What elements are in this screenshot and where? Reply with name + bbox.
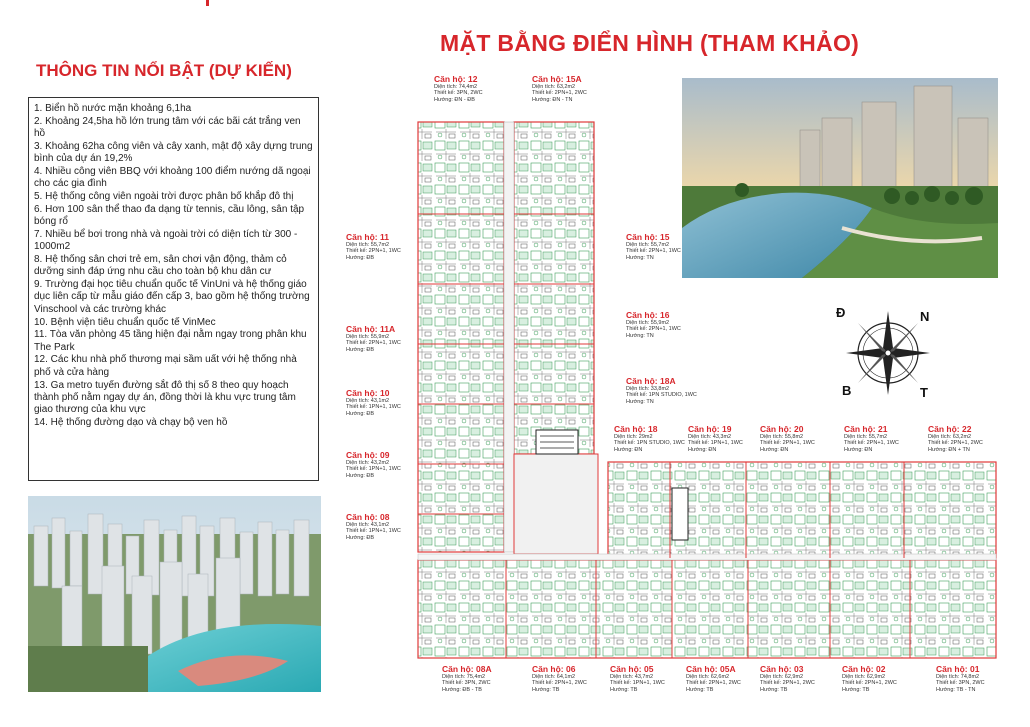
apartment-label: Căn hộ: 15 Diện tích: 55,7m2 Thiết kế: 2PN+1, 1WC Hướng: TN <box>626 232 681 261</box>
compass-label-n: N <box>920 309 930 324</box>
highlight-info-box <box>28 97 319 481</box>
info-item: 10. Bệnh viện tiêu chuẩn quốc tế VinMec <box>34 316 216 328</box>
compass-rose <box>836 303 940 403</box>
info-item: 7. Nhiều bể bơi trong nhà và ngoài trời có diện tích từ 300 - 1000m2 <box>34 228 298 253</box>
info-item: 4. Nhiều công viên BBQ với khoảng 100 điểm nướng dã ngoại cho các gia đình <box>34 165 311 190</box>
apartment-label: Căn hộ: 05A Diện tích: 62,6m2 Thiết kế: 2PN+1, 2WC Hướng: TB <box>686 664 741 693</box>
apartment-label: Căn hộ: 11A Diện tích: 55,9m2 Thiết kế: 2PN+1, 1WC Hướng: ĐB <box>346 324 401 353</box>
info-item: 8. Hệ thống sân chơi trẻ em, sân chơi vận động, thảm cỏ dưỡng sinh đáp ứng nhu cầu cho toàn bộ khu dân cư <box>34 254 287 278</box>
apartment-label: Căn hộ: 01 Diện tích: 74,8m2 Thiết kế: 3PN, 2WC Hướng: TB - TN <box>936 664 985 693</box>
compass-label-b: B <box>842 383 852 398</box>
apartment-label: Căn hộ: 08 Diện tích: 43,1m2 Thiết kế: 1PN+1, 1WC Hướng: ĐB <box>346 512 401 541</box>
info-item: 2. Khoảng 24,5ha hồ lớn trung tâm với các bãi cát trắng ven hồ <box>34 115 301 140</box>
apartment-label: Căn hộ: 09 Diện tích: 43,2m2 Thiết kế: 1PN+1, 1WC Hướng: ĐB <box>346 450 401 479</box>
info-item: 3. Khoảng 62ha công viên và cây xanh, mật độ xây dựng trung bình của dự án 19,2% <box>34 140 313 165</box>
compass-label-t: T <box>920 385 928 400</box>
aerial-city-photo <box>28 496 321 692</box>
apartment-label: Căn hộ: 21 Diện tích: 55,7m2 Thiết kế: 2PN+1, 1WC Hướng: ĐN <box>844 424 899 453</box>
apartment-label: Căn hộ: 20 Diện tích: 55,8m2 Thiết kế: 2PN+1, 1WC Hướng: ĐN <box>760 424 815 453</box>
apartment-label: Căn hộ: 03 Diện tích: 62,9m2 Thiết kế: 2PN+1, 2WC Hướng: TB <box>760 664 815 693</box>
top-red-mark <box>206 0 209 6</box>
apartment-label: Căn hộ: 12 Diện tích: 74,4m2 Thiết kế: 3PN, 2WC Hướng: ĐN - ĐB <box>434 74 483 103</box>
apartment-label: Căn hộ: 19 Diện tích: 43,3m2 Thiết kế: 1PN+1, 1WC Hướng: ĐN <box>688 424 743 453</box>
info-item: 1. Biển hồ nước mặn khoảng 6,1ha <box>34 103 192 114</box>
apartment-label: Căn hộ: 16 Diện tích: 55,9m2 Thiết kế: 2PN+1, 1WC Hướng: TN <box>626 310 681 339</box>
apartment-label: Căn hộ: 18 Diện tích: 29m2 Thiết kế: 1PN STUDIO, 1WC Hướng: ĐN <box>614 424 685 453</box>
apartment-label: Căn hộ: 11 Diện tích: 55,7m2 Thiết kế: 2PN+1, 1WC Hướng: ĐB <box>346 232 401 261</box>
apartment-label: Căn hộ: 10 Diện tích: 43,1m2 Thiết kế: 1PN+1, 1WC Hướng: ĐB <box>346 388 401 417</box>
compass-label-d: Đ <box>836 305 846 320</box>
apartment-label: Căn hộ: 15A Diện tích: 63,2m2 Thiết kế: 2PN+1, 2WC Hướng: ĐN - TN <box>532 74 587 103</box>
info-item: 6. Hơn 100 sân thể thao đa dạng từ tennis, cầu lông, sân tập bóng rổ <box>34 203 305 228</box>
page-title: MẶT BẰNG ĐIỂN HÌNH (THAM KHẢO) <box>440 30 860 56</box>
info-item: 12. Các khu nhà phố thương mại sầm uất với hệ thống nhà phố và cửa hàng <box>34 354 297 378</box>
apartment-label: Căn hộ: 06 Diện tích: 64,1m2 Thiết kế: 2PN+1, 2WC Hướng: TB <box>532 664 587 693</box>
info-item: 14. Hệ thống đường dạo và chạy bộ ven hồ <box>34 416 228 428</box>
apartment-label: Căn hộ: 22 Diện tích: 63,2m2 Thiết kế: 2PN+1, 2WC Hướng: ĐN + TN <box>928 424 983 453</box>
apartment-label: Căn hộ: 05 Diện tích: 43,7m2 Thiết kế: 1PN+1, 1WC Hướng: TB <box>610 664 665 693</box>
info-section-title: THÔNG TIN NỔI BẬT (DỰ KIẾN) <box>36 61 292 80</box>
info-item: 11. Tòa văn phòng 45 tầng hiện đại nằm ngay trong phân khu The Park <box>34 329 307 353</box>
info-item: 13. Ga metro tuyến đường sắt đô thị số 8 theo quy hoạch thành phố nằm ngay dự án, đồng thời là khu vực trung tâm giao thương của khu vực <box>34 379 296 416</box>
info-item: 5. Hệ thống công viên ngoài trời được phân bố khắp đô thị <box>34 191 294 203</box>
info-item: 9. Trường đại học tiêu chuẩn quốc tế VinUni và hệ thống giáo dục liên cấp từ mẫu giáo đến cấp 3, bao gồm hệ thống trường Vinschool và các trường khác <box>34 279 310 315</box>
apartment-label: Căn hộ: 02 Diện tích: 62,9m2 Thiết kế: 2PN+1, 2WC Hướng: TB <box>842 664 897 693</box>
apartment-label: Căn hộ: 08A Diện tích: 75,4m2 Thiết kế: 3PN, 2WC Hướng: ĐB - TB <box>442 664 492 693</box>
apartment-label: Căn hộ: 18A Diện tích: 33,8m2 Thiết kế: 1PN STUDIO, 1WC Hướng: TN <box>626 376 697 405</box>
